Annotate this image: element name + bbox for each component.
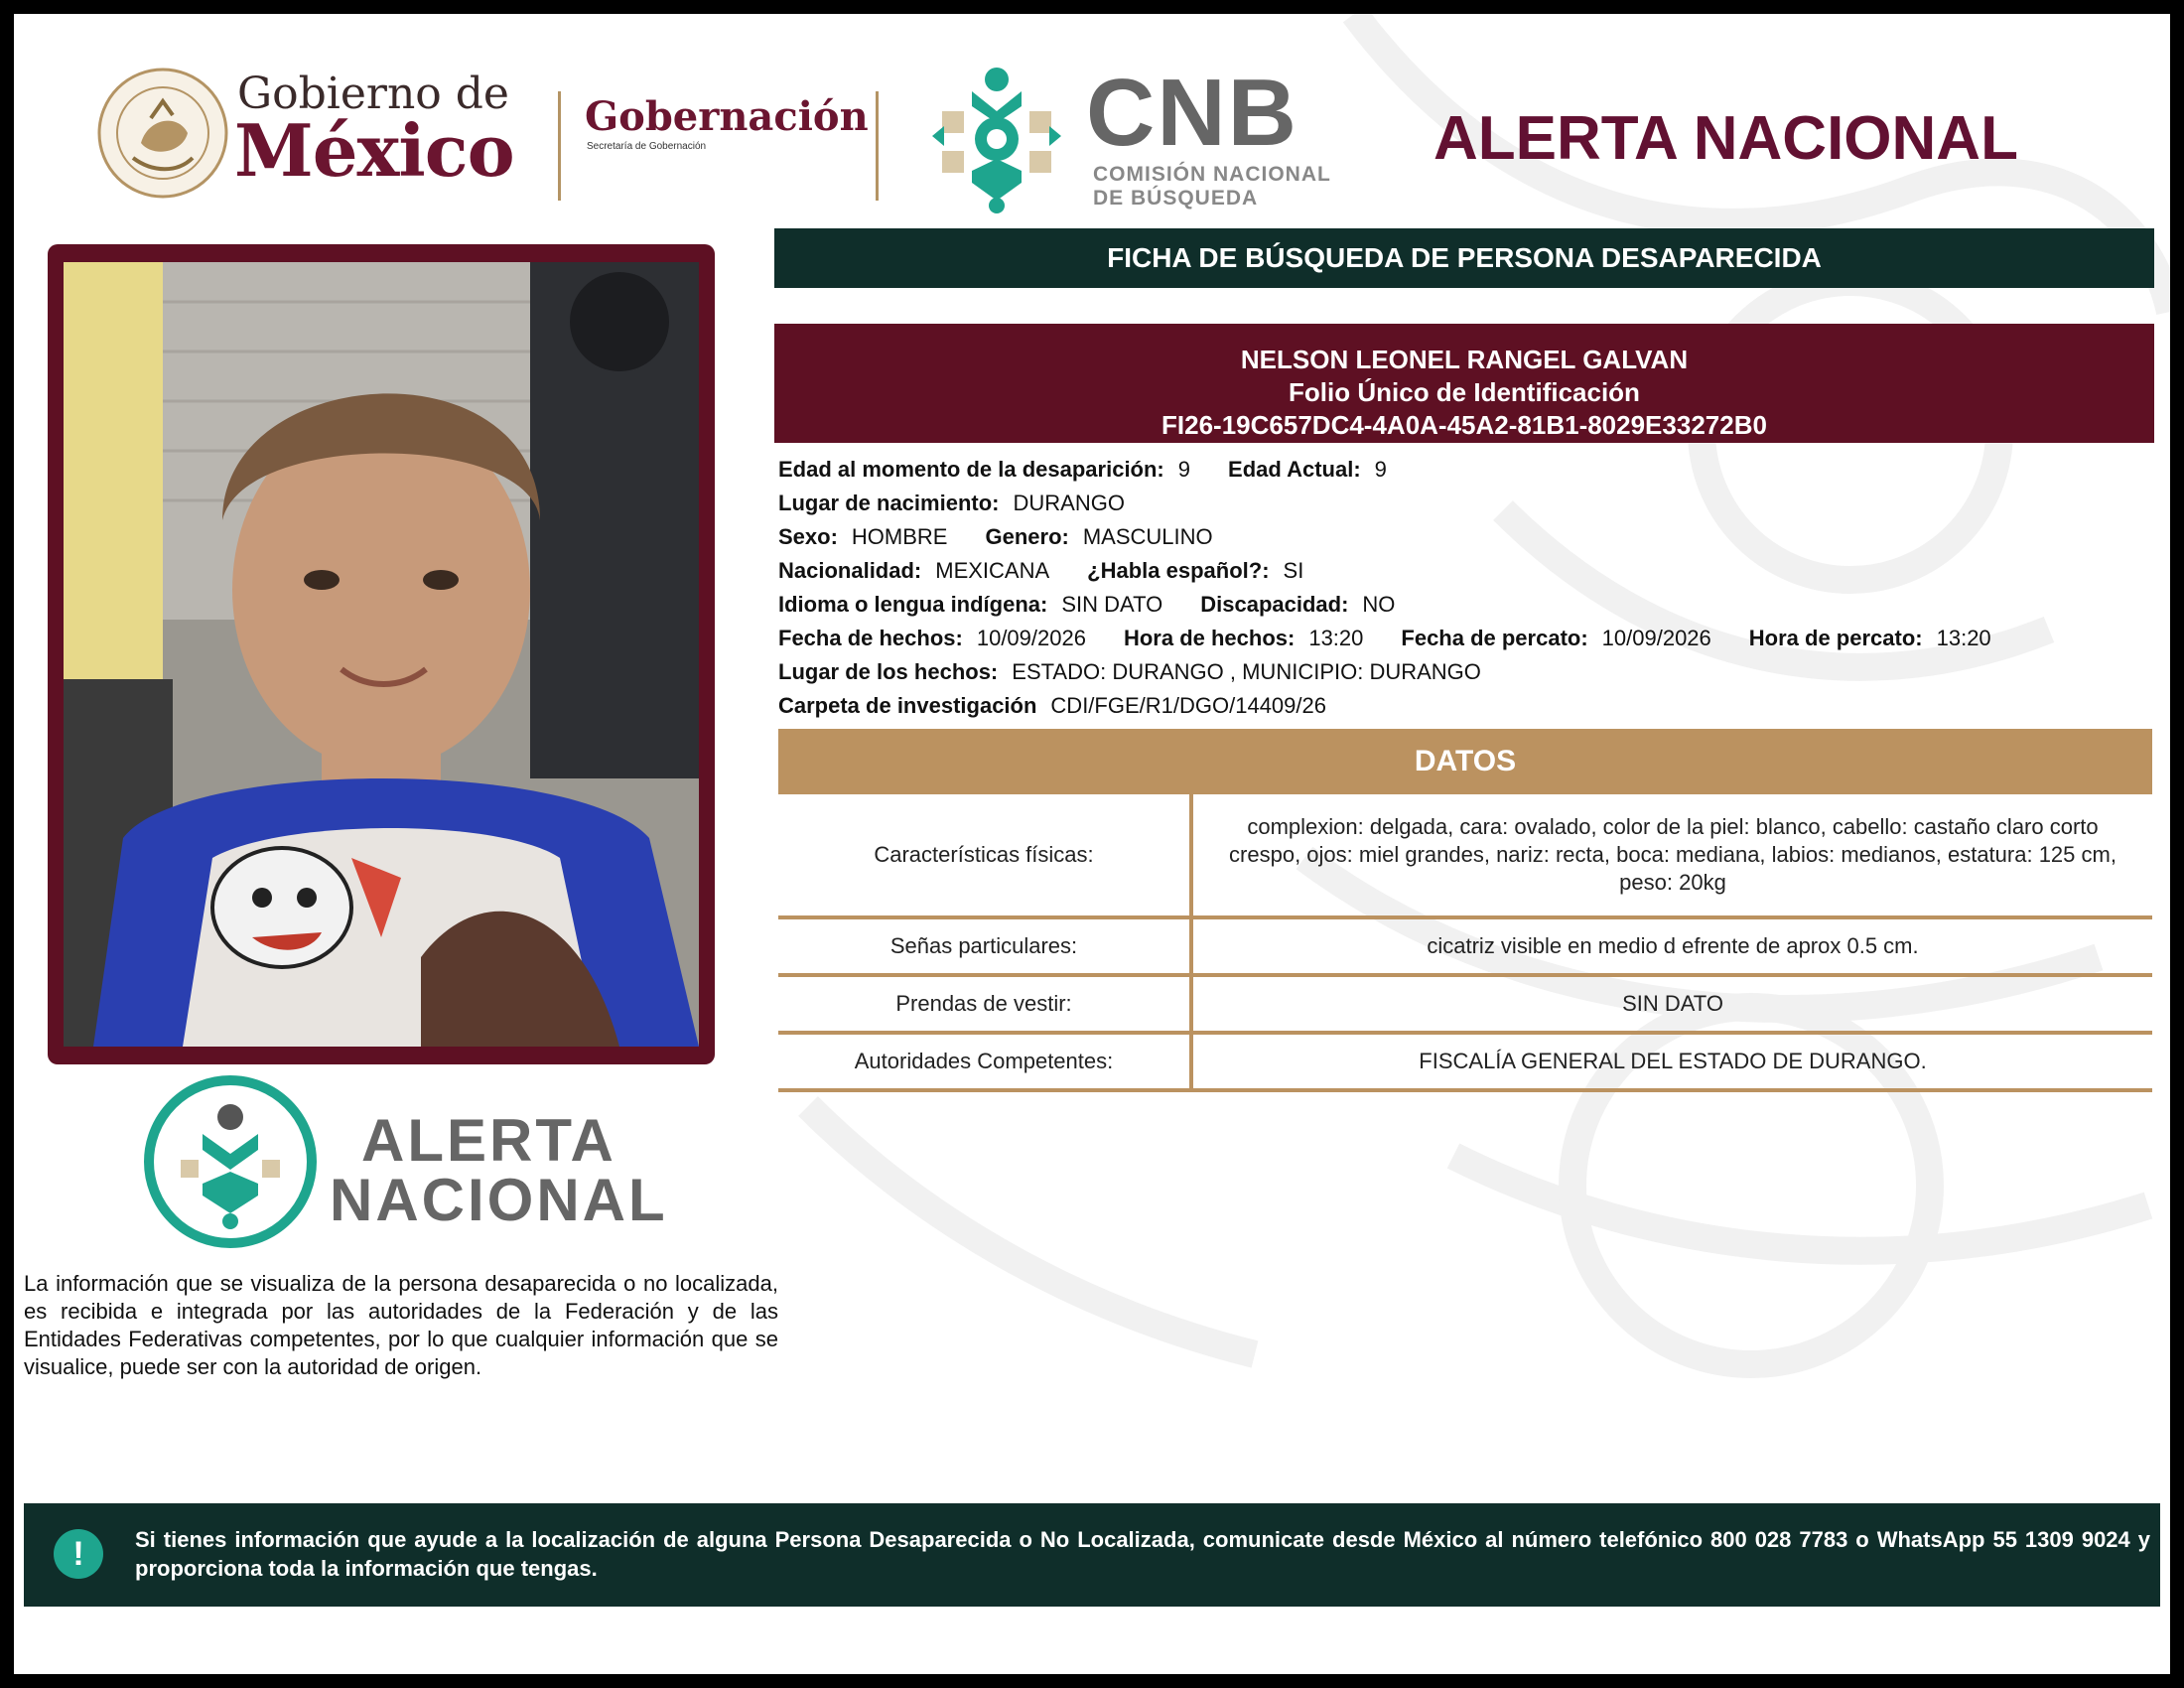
cnb-subtitle-line2: DE BÚSQUEDA (1093, 187, 1259, 210)
info-line-nacionalidad (778, 558, 1303, 584)
folio-label: Folio Único de Identificación (1289, 377, 1640, 407)
edad-actual-label: Edad Actual: (1228, 457, 1361, 482)
datos-row-value: cicatriz visible en medio d efrente de aprox 0.5 cm. (1427, 933, 1919, 958)
fecha-hechos-value: 10/09/2026 (976, 626, 1086, 650)
fecha-hechos-label: Fecha de hechos: (778, 626, 963, 650)
hora-percato-value: 13:20 (1936, 626, 1991, 650)
datos-row (778, 794, 2152, 919)
discapacidad-value: NO (1362, 592, 1396, 617)
datos-row (778, 977, 2152, 1035)
alert-exclamation-icon: ! (54, 1529, 103, 1579)
info-line-lugar-hechos (778, 659, 1481, 685)
header-divider (558, 91, 561, 201)
info-line-idioma (778, 592, 1395, 618)
nacionalidad-value: MEXICANA (935, 558, 1050, 583)
datos-row-value: SIN DATO (1622, 991, 1723, 1016)
fecha-percato-value: 10/09/2026 (1601, 626, 1711, 650)
datos-row-value: FISCALÍA GENERAL DEL ESTADO DE DURANGO. (1419, 1049, 1927, 1073)
gobernacion-subtitle: Secretaría de Gobernación (587, 141, 707, 152)
alerta-nacional-title: ALERTA NACIONAL (1433, 104, 2018, 173)
lugar-hechos-value: ESTADO: DURANGO , MUNICIPIO: DURANGO (1012, 659, 1481, 684)
datos-row-label: Prendas de vestir: (778, 977, 1193, 1031)
folio-id: FI26-19C657DC4-4A0A-45A2-81B1-8029E33272B0 (1161, 410, 1767, 440)
cnb-logo-icon (912, 52, 1081, 220)
header-divider (876, 91, 879, 201)
info-line-carpeta (778, 693, 1326, 719)
idioma-value: SIN DATO (1061, 592, 1163, 617)
sexo-value: HOMBRE (851, 524, 948, 549)
hora-percato-label: Hora de percato: (1748, 626, 1923, 650)
info-line-sexo (778, 524, 1213, 550)
alerta-logo-line1: ALERTA (361, 1107, 616, 1174)
discapacidad-label: Discapacidad: (1200, 592, 1349, 617)
disclaimer-text: La información que se visualiza de la persona desaparecida o no localizada, es recibida e integrada por las autoridades de la Federación y de las Entidades Federativas competentes, por lo que cualquier información que se visualice, puede ser con la autoridad de origen. (24, 1271, 778, 1379)
sexo-label: Sexo: (778, 524, 838, 549)
gobierno-title-line2: México (234, 108, 514, 193)
cnb-title: CNB (1086, 60, 1298, 166)
info-line-edad (778, 457, 1387, 483)
info-line-nacimiento (778, 491, 1125, 516)
datos-row-label: Señas particulares: (778, 919, 1193, 973)
alerta-nacional-logo-icon (141, 1072, 320, 1251)
gobernacion-title: Gobernación (585, 93, 869, 140)
escudo-nacional-icon (93, 64, 232, 203)
carpeta-label: Carpeta de investigación (778, 693, 1037, 718)
nacionalidad-label: Nacionalidad: (778, 558, 922, 583)
edad-desaparicion-label: Edad al momento de la desaparición: (778, 457, 1164, 482)
alert-page (14, 14, 2170, 1674)
gobierno-title-line1: Gobierno de (237, 69, 509, 119)
person-name: NELSON LEONEL RANGEL GALVAN (1240, 345, 1689, 374)
ficha-title-bar: FICHA DE BÚSQUEDA DE PERSONA DESAPARECIDA (774, 228, 2154, 288)
genero-label: Genero: (985, 524, 1069, 549)
lugar-hechos-label: Lugar de los hechos: (778, 659, 999, 684)
habla-espanol-value: SI (1283, 558, 1304, 583)
datos-row (778, 919, 2152, 977)
hora-hechos-value: 13:20 (1308, 626, 1364, 650)
habla-espanol-label: ¿Habla español?: (1087, 558, 1270, 583)
lugar-nacimiento-value: DURANGO (1013, 491, 1125, 515)
carpeta-value: CDI/FGE/R1/DGO/14409/26 (1050, 693, 1326, 718)
edad-actual-value: 9 (1374, 457, 1387, 482)
person-name-bar (774, 324, 2154, 443)
fecha-percato-label: Fecha de percato: (1401, 626, 1588, 650)
idioma-label: Idioma o lengua indígena: (778, 592, 1048, 617)
footer-contact-text: Si tienes información que ayude a la localización de alguna Persona Desaparecida o No Localizada, comunicate desde México al número telefónico 800 028 7783 o WhatsApp 55 1309 9024 y proporciona toda la información que tengas. (135, 1527, 2150, 1581)
missing-person-photo (64, 262, 699, 1047)
datos-row (778, 1035, 2152, 1092)
lugar-nacimiento-label: Lugar de nacimiento: (778, 491, 1000, 515)
edad-desaparicion-value: 9 (1177, 457, 1191, 482)
info-line-fechas (778, 626, 1991, 651)
datos-row-label: Autoridades Competentes: (778, 1035, 1193, 1088)
datos-row-label: Características físicas: (778, 794, 1193, 915)
datos-row-value: complexion: delgada, cara: ovalado, color de la piel: blanco, cabello: castaño claro corto crespo, ojos: miel grandes, nariz: recta, boca: mediana, labios: medianos, estatura: 125 cm, peso: 20kg (1229, 814, 2116, 895)
genero-value: MASCULINO (1082, 524, 1213, 549)
cnb-subtitle-line1: COMISIÓN NACIONAL (1093, 163, 1331, 186)
datos-header: DATOS (778, 729, 2152, 794)
alerta-logo-line2: NACIONAL (330, 1167, 668, 1233)
hora-hechos-label: Hora de hechos: (1123, 626, 1296, 650)
